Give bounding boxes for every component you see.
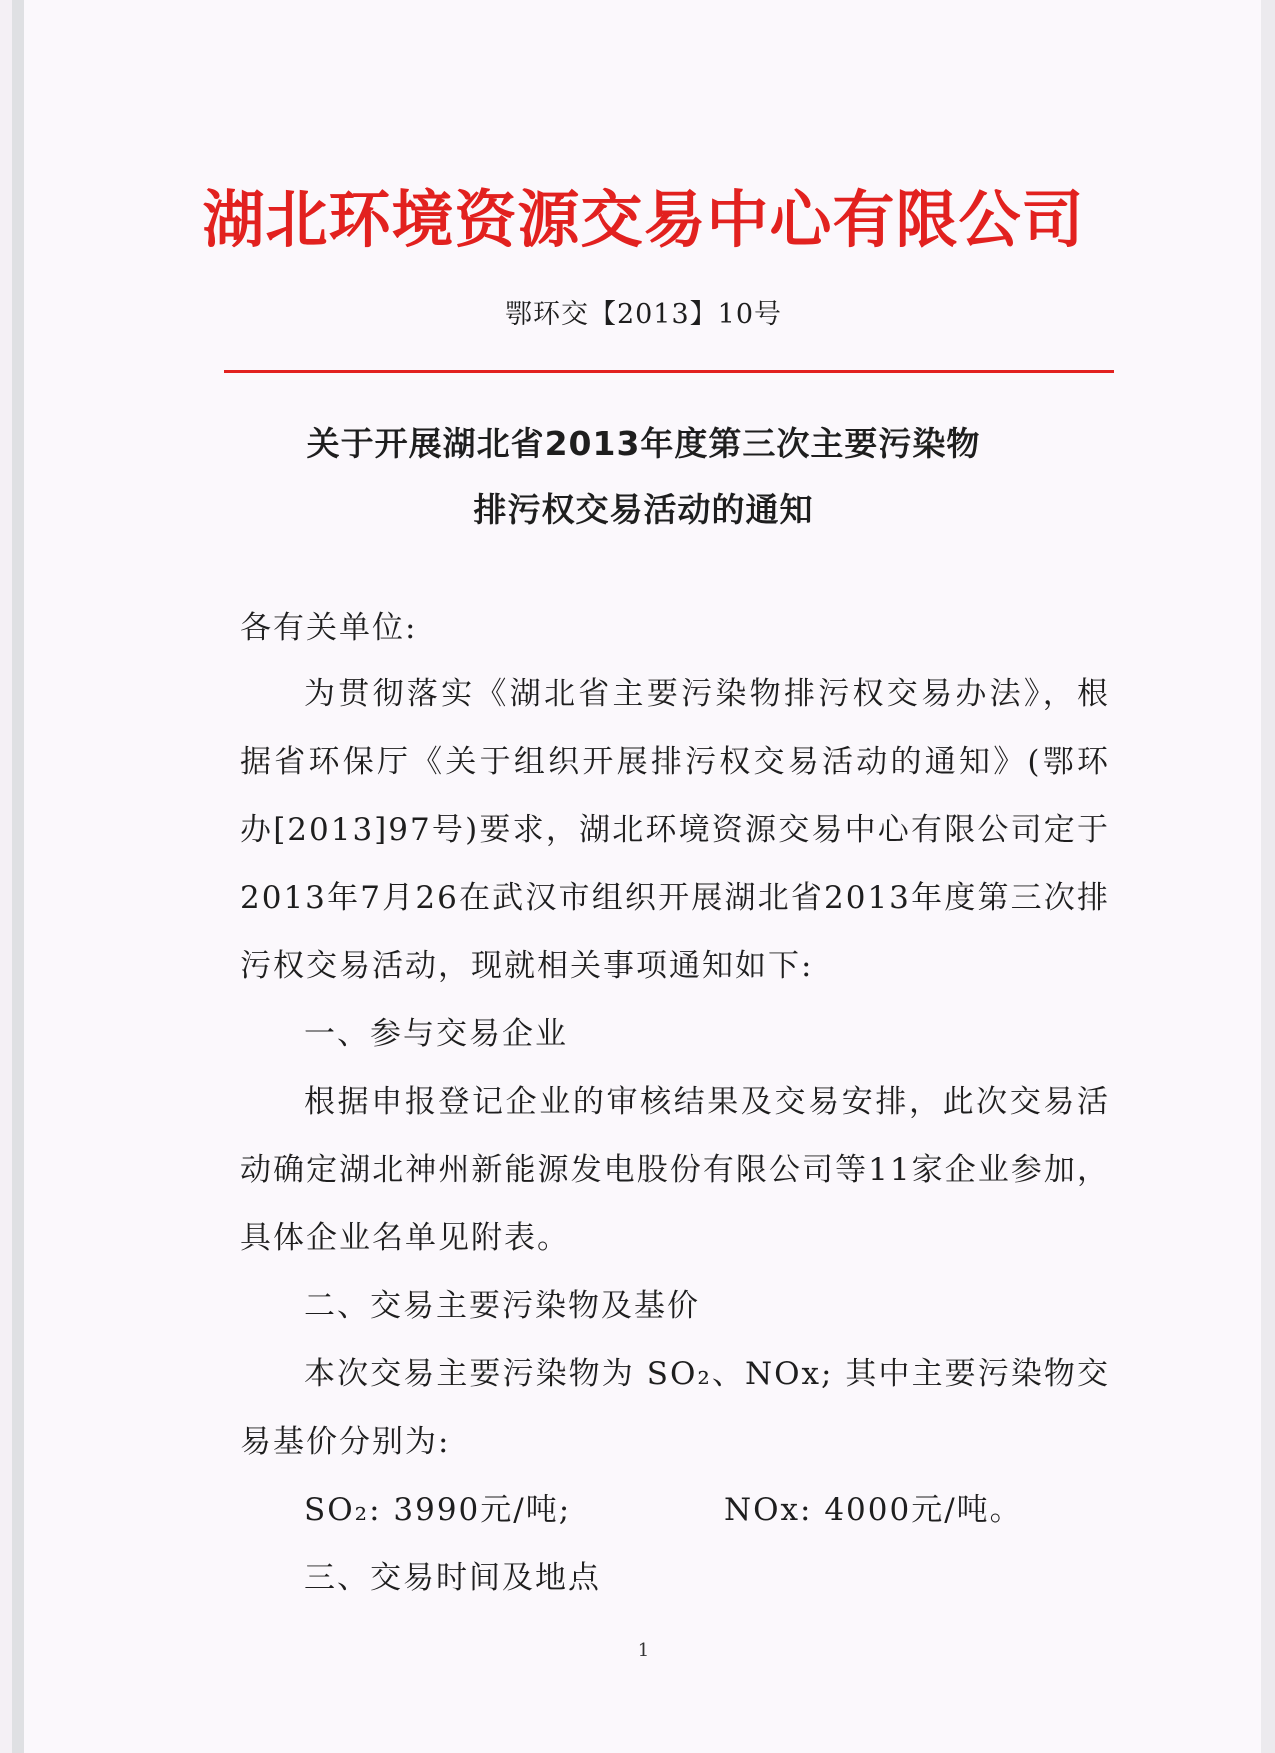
nox-base-price: NOx: 4000元/吨。 bbox=[724, 1492, 1023, 1528]
red-divider-rule bbox=[224, 370, 1114, 373]
page-number: 1 bbox=[637, 1640, 650, 1661]
organization-title: 湖北环境资源交易中心有限公司 bbox=[202, 183, 1085, 256]
body-line: 动确定湖北神州新能源发电股份有限公司等11家企业参加， bbox=[240, 1152, 1110, 1188]
document-page bbox=[12, 0, 1275, 1753]
body-line: 具体企业名单见附表。 bbox=[240, 1220, 570, 1256]
price-line bbox=[240, 1476, 1110, 1544]
notice-title-line-2: 排污权交易活动的通知 bbox=[473, 490, 814, 529]
section-heading-1: 一、参与交易企业 bbox=[304, 1016, 568, 1052]
notice-body bbox=[240, 660, 1110, 1612]
body-line: 据省环保厅《关于组织开展排污权交易活动的通知》(鄂环 bbox=[240, 744, 1110, 780]
so2-base-price: SO₂: 3990元/吨; bbox=[304, 1492, 572, 1528]
notice-title-line-1: 关于开展湖北省2013年度第三次主要污染物 bbox=[306, 424, 981, 463]
section-heading-2: 二、交易主要污染物及基价 bbox=[304, 1288, 700, 1324]
body-line: 为贯彻落实《湖北省主要污染物排污权交易办法》，根 bbox=[304, 676, 1110, 712]
body-line: 本次交易主要污染物为 SO₂、NOx; 其中主要污染物交 bbox=[304, 1356, 1110, 1392]
salutation: 各有关单位: bbox=[240, 610, 418, 646]
section-heading-3: 三、交易时间及地点 bbox=[304, 1560, 601, 1596]
body-line: 易基价分别为: bbox=[240, 1424, 451, 1460]
document-number: 鄂环交【2013】10号 bbox=[504, 299, 783, 330]
scan-edge-right bbox=[1261, 0, 1275, 1753]
body-line: 根据申报登记企业的审核结果及交易安排，此次交易活 bbox=[304, 1084, 1110, 1120]
body-line: 办[2013]97号)要求，湖北环境资源交易中心有限公司定于 bbox=[240, 812, 1110, 848]
body-line: 2013年7月26在武汉市组织开展湖北省2013年度第三次排 bbox=[240, 880, 1110, 916]
scan-edge-left bbox=[12, 0, 24, 1753]
body-line: 污权交易活动，现就相关事项通知如下: bbox=[240, 948, 814, 984]
